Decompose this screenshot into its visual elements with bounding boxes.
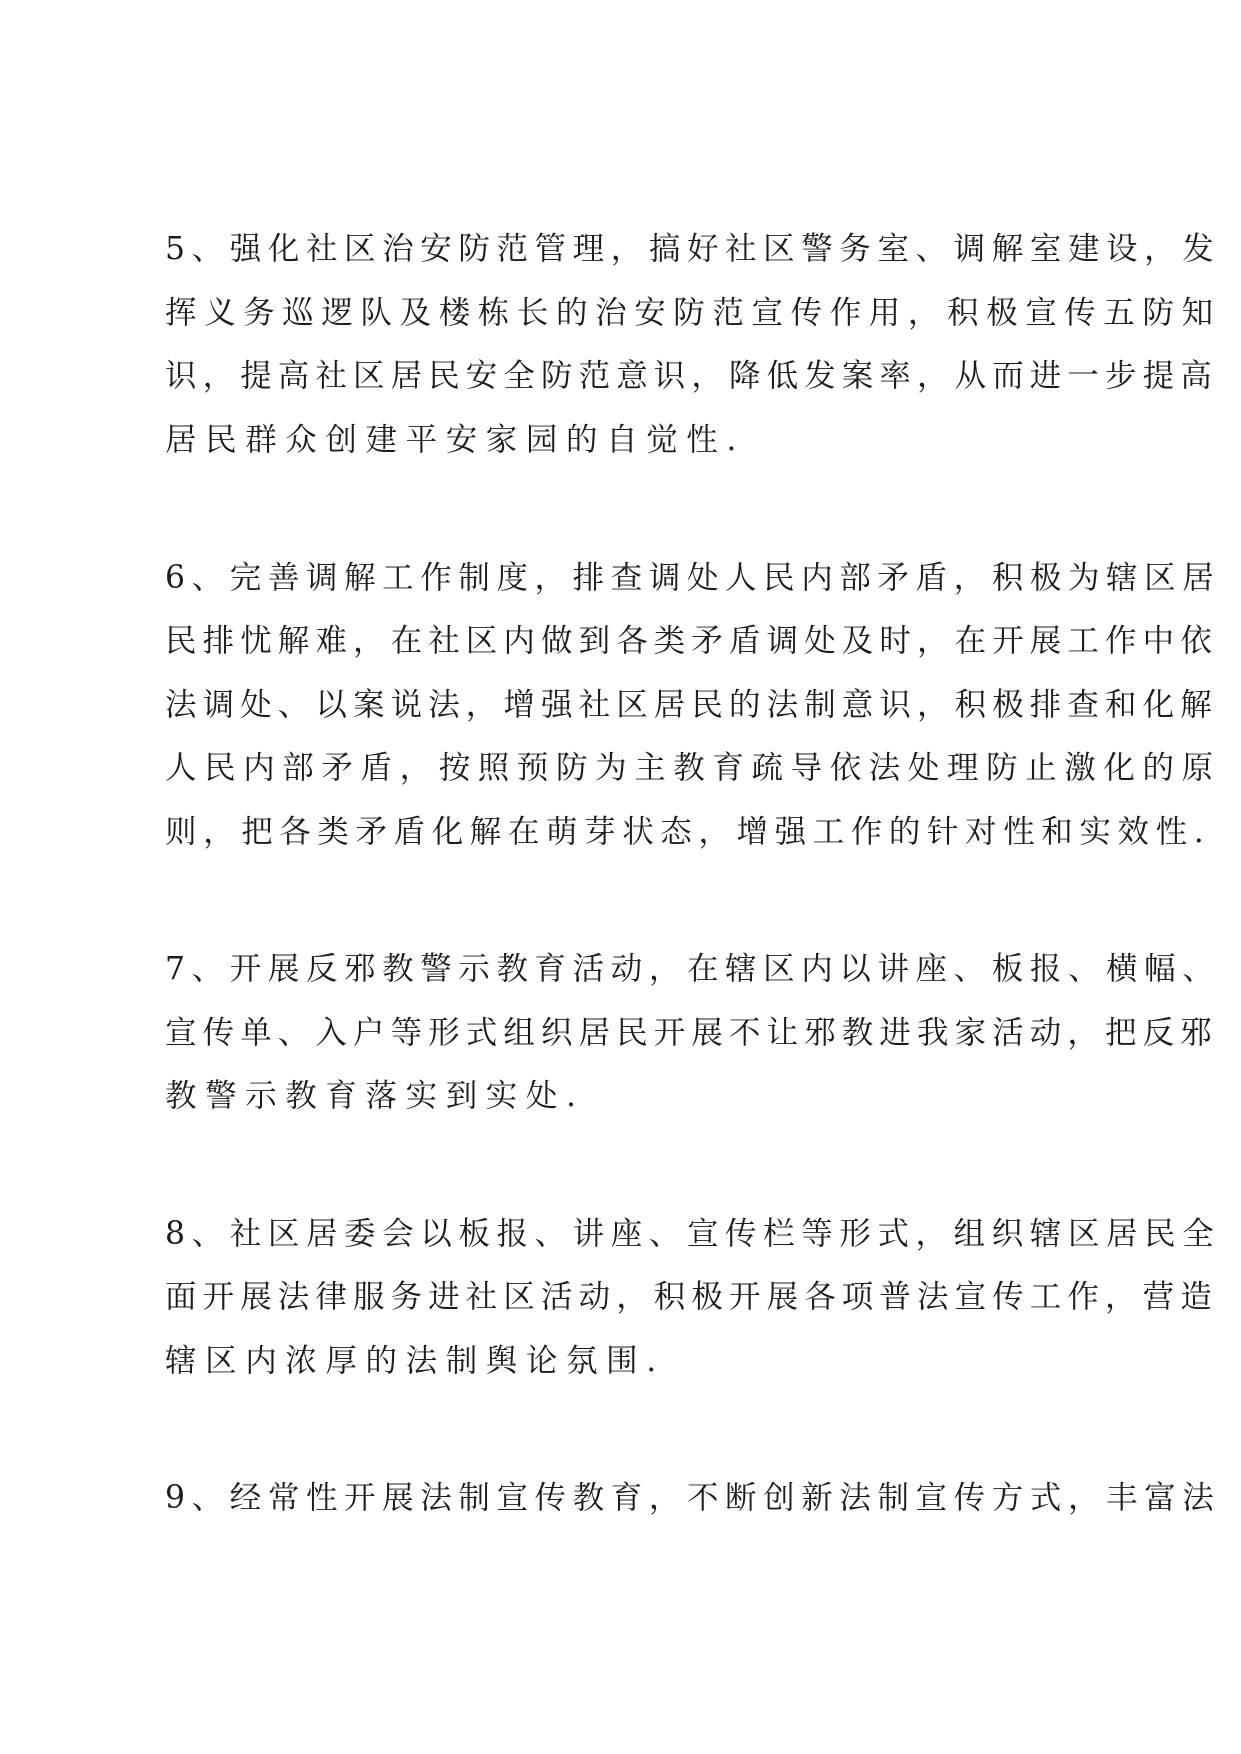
paragraph-line: 8、社区居委会以板报、讲座、宣传栏等形式，组织辖区居民全 — [165, 1216, 1221, 1252]
paragraph-line: 5、强化社区治安防范管理，搞好社区警务室、调解室建设，发 — [165, 231, 1221, 267]
paragraph-line: 7、开展反邪教警示教育活动，在辖区内以讲座、板报、横幅、 — [165, 951, 1221, 987]
paragraph-line: 6、完善调解工作制度，排查调处人民内部矛盾，积极为辖区居 — [165, 560, 1221, 596]
paragraph-line: 教警示教育落实到实处. — [165, 1078, 585, 1114]
paragraph-line: 宣传单、入户等形式组织居民开展不让邪教进我家活动，把反邪 — [165, 1015, 1218, 1051]
paragraph-line: 9、经常性开展法制宣传教育，不断创新法制宣传方式，丰富法 — [165, 1480, 1221, 1516]
paragraph-line: 居民群众创建平安家园的自觉性. — [165, 422, 746, 458]
paragraph-line: 则，把各类矛盾化解在萌芽状态，增强工作的针对性和实效性. — [165, 814, 1211, 850]
paragraph-line: 面开展法律服务进社区活动，积极开展各项普法宣传工作，营造 — [165, 1279, 1218, 1315]
paragraph-line: 挥义务巡逻队及楼栋长的治安防范宣传作用，积极宣传五防知 — [165, 295, 1221, 331]
paragraph-line: 民排忧解难，在社区内做到各类矛盾调处及时，在开展工作中依 — [165, 623, 1218, 659]
paragraph-line: 法调处、以案说法，增强社区居民的法制意识，积极排查和化解 — [165, 687, 1218, 723]
paragraph-line: 辖区内浓厚的法制舆论氛围. — [165, 1343, 665, 1379]
paragraph-line: 识，提高社区居民安全防范意识，降低发案率，从而进一步提高 — [165, 358, 1218, 394]
paragraph-line: 人民内部矛盾，按照预防为主教育疏导依法处理防止激化的原 — [165, 750, 1221, 786]
